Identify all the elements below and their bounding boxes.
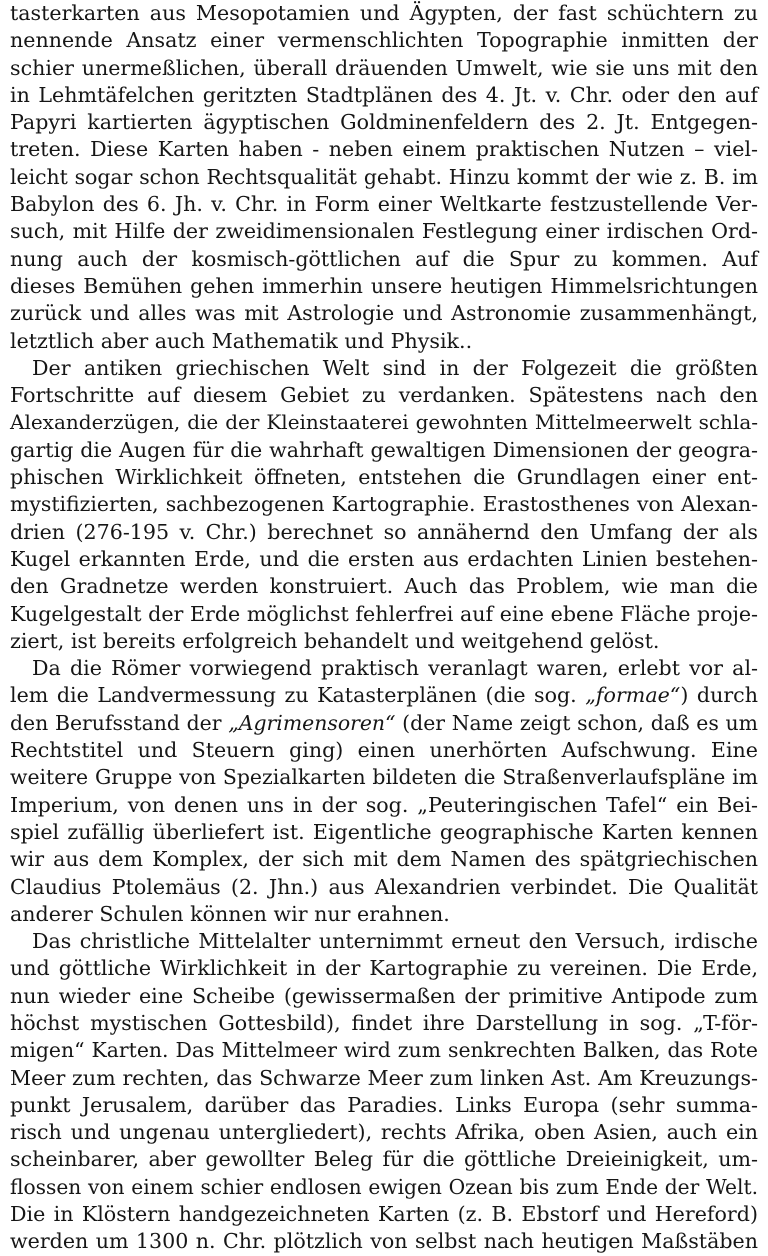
text-line: werden um 1300 n. Chr. plötzlich von selbst nach heutigen Maßstäben: [10, 1229, 758, 1254]
text-line: nennende Ansatz einer vermenschlichten Topographie inmitten der: [10, 28, 758, 53]
text-line: Kugel erkannten Erde, und die ersten aus erdachten Linien bestehen-: [10, 546, 758, 571]
text-line: lem die Landvermessung zu Katasterplänen (die sog. „formae“) durch: [10, 683, 758, 708]
text-line: leicht sogar schon Rechtsqualität gehabt. Hinzu kommt der wie z. B. im: [10, 164, 758, 189]
text-line: nung auch der kosmisch-göttlichen auf die Spur zu kommen. Auf: [10, 246, 758, 271]
text-line: wir aus dem Komplex, der sich mit dem Namen des spätgriechischen: [10, 847, 758, 872]
text-line: nun wieder eine Scheibe (gewissermaßen der primitive Antipode zum: [10, 983, 758, 1008]
text-line: Rechtstitel und Steuern ging) einen unerhörten Aufschwung. Eine: [10, 738, 758, 763]
text-line: spiel zufällig überliefert ist. Eigentliche geographische Karten kennen: [10, 819, 758, 844]
text-line: zurück und alles was mit Astrologie und Astronomie zusammenhängt,: [10, 301, 758, 326]
text-line: scheinbarer, aber gewollter Beleg für die göttliche Dreieinigkeit, um-: [10, 1147, 758, 1172]
italic-term: „Agrimensoren“: [228, 710, 396, 735]
text-line: anderer Schulen können wir nur erahnen.: [10, 901, 450, 926]
text-line: Claudius Ptolemäus (2. Jhn.) aus Alexandrien verbindet. Die Qualität: [10, 874, 758, 899]
text-line: Alexanderzügen, die der Kleinstaaterei gewohnten Mittelmeerwelt schla-: [10, 410, 758, 435]
text-line: migen“ Karten. Das Mittelmeer wird zum senkrechten Balken, das Rote: [10, 1038, 758, 1063]
text-line: punkt Jerusalem, darüber das Paradies. Links Europa (sehr summa-: [10, 1092, 758, 1117]
text-line: drien (276-195 v. Chr.) berechnet so annähernd den Umfang der als: [10, 519, 758, 544]
text-line: höchst mystischen Gottesbild), findet ihre Darstellung in sog. „T-för-: [10, 1010, 758, 1035]
text-line: Fortschritte auf diesem Gebiet zu verdanken. Spätestens nach den: [10, 383, 758, 408]
text-line: gartig die Augen für die wahrhaft gewaltigen Dimensionen der geogra-: [10, 437, 758, 462]
italic-term: „formae“: [585, 683, 681, 708]
text-line: Da die Römer vorwiegend praktisch veranlagt waren, erlebt vor al-: [32, 656, 758, 681]
text-line: Kugelgestalt der Erde möglichst fehlerfrei auf eine ebene Fläche proje-: [10, 601, 758, 626]
text-line: risch und ungenau untergliedert), rechts Afrika, oben Asien, auch ein: [10, 1120, 758, 1145]
text-line: Der antiken griechischen Welt sind in der Folgezeit die größten: [32, 355, 758, 380]
text-line: Imperium, von denen uns in der sog. „Peuteringischen Tafel“ ein Bei-: [10, 792, 758, 817]
text-line: Babylon des 6. Jh. v. Chr. in Form einer Weltkarte festzustellende Ver-: [10, 192, 758, 217]
text-line: flossen von einem schier endlosen ewigen Ozean bis zum Ende der Welt.: [10, 1174, 758, 1199]
text-line: weitere Gruppe von Spezialkarten bildeten die Straßenverlaufspläne im: [10, 765, 758, 790]
text-line: schier unermeßlichen, überall dräuenden Umwelt, wie sie uns mit den: [10, 55, 758, 80]
text-line: den Gradnetze werden konstruiert. Auch das Problem, wie man die: [10, 574, 758, 599]
text-line: letztlich aber auch Mathematik und Physik..: [10, 328, 473, 353]
text-line: Papyri kartierten ägyptischen Goldminenfeldern des 2. Jt. Entgegen-: [10, 110, 758, 135]
text-line: Das christliche Mittelalter unternimmt erneut den Versuch, irdische: [32, 929, 758, 954]
text-line: Meer zum rechten, das Schwarze Meer zum linken Ast. Am Kreuzungs-: [10, 1065, 758, 1090]
text-line: mystifizierten, sachbezogenen Kartographie. Erastosthenes von Alexan-: [10, 492, 758, 517]
text-line: in Lehmtäfelchen geritzten Stadtplänen des 4. Jt. v. Chr. oder den auf: [10, 82, 758, 107]
text-line: dieses Bemühen gehen immerhin unsere heutigen Himmelsrichtungen: [10, 273, 758, 298]
text-line: ziert, ist bereits erfolgreich behandelt und weitgehend gelöst.: [10, 628, 660, 653]
text-line: treten. Diese Karten haben - neben einem praktischen Nutzen – viel-: [10, 137, 758, 162]
text-line: tasterkarten aus Mesopotamien und Ägypten, der fast schüchtern zu: [10, 1, 758, 25]
text-line: und göttliche Wirklichkeit in der Kartographie zu vereinen. Die Erde,: [10, 956, 758, 981]
document-page: [10, 0, 758, 1254]
text-line: such, mit Hilfe der zweidimensionalen Festlegung einer irdischen Ord-: [10, 219, 758, 244]
text-line: phischen Wirklichkeit öffneten, entstehen die Grundlagen einer ent-: [10, 465, 758, 490]
text-line: den Berufsstand der „Agrimensoren“ (der Name zeigt schon, daß es um: [10, 710, 758, 735]
body-text: [10, 0, 758, 1256]
text-line: Die in Klöstern handgezeichneten Karten (z. B. Ebstorf und Hereford): [10, 1202, 758, 1227]
